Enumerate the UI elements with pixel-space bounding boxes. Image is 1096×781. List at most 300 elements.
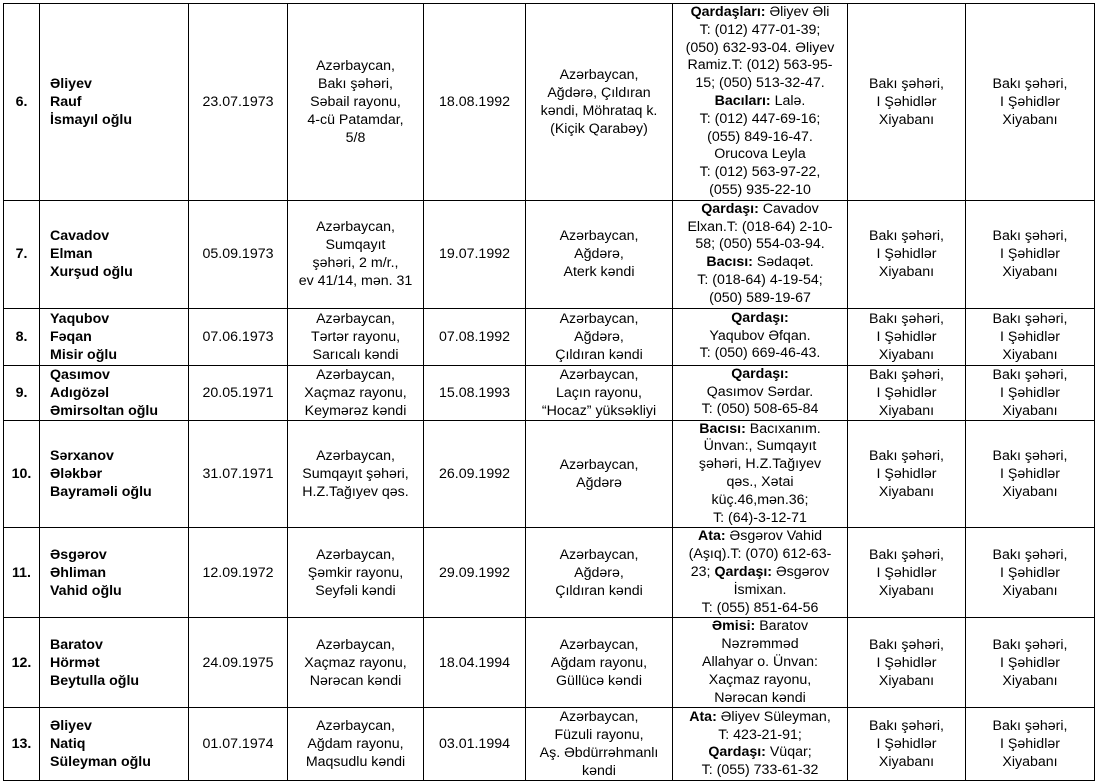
- relative-text: T: (018-64) 4-19-54;: [697, 271, 823, 288]
- table-row: [4, 420, 1095, 528]
- burial-line: Bakı şəhəri,: [992, 366, 1068, 383]
- address-line: Keymərəz kəndi: [304, 402, 407, 419]
- row-number: 7.: [4, 200, 40, 308]
- relative-text: Ramiz.T: (012) 563-95-: [687, 57, 833, 74]
- address-line: Azərbaycan,: [316, 636, 395, 653]
- address-line: Sumqayıt: [325, 237, 386, 254]
- surname: Yaqubov: [50, 310, 110, 327]
- burial-line: Xiyabanı: [1002, 402, 1058, 419]
- relative-text: Bacıxanım.: [745, 420, 821, 437]
- relative-role: Əmisi:: [711, 618, 756, 635]
- relative-line: [676, 345, 844, 363]
- death-place-line: Ağdərə: [576, 474, 622, 491]
- surname: Baratov: [50, 636, 103, 653]
- relative-line: [676, 182, 844, 200]
- burial-line: Xiyabanı: [878, 346, 935, 363]
- address: [288, 200, 424, 308]
- address-line: Azərbaycan,: [316, 546, 395, 563]
- table-body: [4, 4, 1095, 781]
- relative-text: Xaçmaz rayonu,: [708, 671, 812, 688]
- relative-line: [676, 236, 844, 254]
- burial-line: I Şəhidlər: [876, 246, 937, 263]
- person-name: [40, 308, 189, 365]
- first-name: Elman: [50, 246, 93, 263]
- address-line: Xaçmaz rayonu,: [304, 384, 407, 401]
- relatives: [673, 618, 848, 708]
- relative-text: (050) 589-19-67: [709, 289, 811, 306]
- relatives: [673, 308, 848, 365]
- table-row: [4, 308, 1095, 365]
- birth-date: 31.07.1971: [189, 420, 288, 528]
- burial-line: Xiyabanı: [878, 264, 935, 281]
- relative-line: [676, 366, 844, 384]
- death-place-line: Ağdərə, Çıldıran: [547, 84, 651, 101]
- death-date: 18.04.1994: [424, 618, 526, 708]
- address-line: 4-cü Patamdar,: [307, 111, 404, 128]
- person-name: [40, 528, 189, 618]
- death-place-line: Azərbaycan,: [559, 366, 639, 383]
- relative-text: Əsgərov: [772, 563, 830, 580]
- death-place-line: Azərbaycan,: [559, 310, 639, 327]
- burial-line: I Şəhidlər: [876, 465, 937, 482]
- relative-text: Allahyar o. Ünvan:: [702, 653, 818, 670]
- patronymic: Əmirsoltan oğlu: [50, 402, 159, 419]
- burial-line: Xiyabanı: [1002, 111, 1058, 128]
- address-line: Bakı şəhəri,: [318, 75, 393, 92]
- relative-line: [676, 421, 844, 439]
- death-place: [526, 420, 673, 528]
- relative-role: Bacısı:: [706, 254, 753, 271]
- address-line: Seyfəli kəndi: [315, 582, 396, 599]
- first-name: Fəqan: [50, 328, 92, 345]
- relative-line: [676, 528, 844, 546]
- person-name: [40, 4, 189, 201]
- relative-text: 23;: [690, 563, 715, 580]
- patronymic: Beytulla oğlu: [50, 672, 140, 689]
- address-line: Azərbaycan,: [316, 366, 395, 383]
- relative-role: Qardaşı:: [731, 309, 789, 326]
- relative-text: T: (055) 733-61-32: [701, 762, 819, 779]
- address-line: Azərbaycan,: [316, 447, 395, 464]
- first-name: Əhliman: [50, 564, 107, 581]
- row-number: 12.: [4, 618, 40, 708]
- table-row: [4, 708, 1095, 781]
- death-place-line: Güllücə kəndi: [556, 672, 642, 689]
- relative-text: T: (050) 669-46-43.: [699, 345, 821, 362]
- relative-text: Nəzrəmməd: [721, 636, 799, 653]
- death-place-line: Ağdam rayonu,: [550, 654, 648, 671]
- address: [288, 528, 424, 618]
- surname: Sərxanov: [50, 447, 114, 464]
- burial-line: Xiyabanı: [1002, 672, 1058, 689]
- relative-line: [676, 727, 844, 745]
- burial-line: Bakı şəhəri,: [992, 228, 1068, 245]
- address: [288, 365, 424, 420]
- relative-text: Əliyev Süleyman,: [716, 708, 831, 725]
- burial-place-2: [966, 618, 1095, 708]
- person-name: [40, 420, 189, 528]
- burial-place: [848, 708, 966, 781]
- burial-place-2: [966, 4, 1095, 201]
- relative-line: [676, 636, 844, 654]
- relative-line: [676, 600, 844, 618]
- relative-text: Əliyev Əli: [765, 4, 830, 20]
- surname: Əsgərov: [50, 546, 107, 563]
- relative-line: [676, 22, 844, 40]
- relative-text: 58; (050) 554-03-94.: [695, 236, 825, 253]
- row-number: 11.: [4, 528, 40, 618]
- relative-line: [676, 582, 844, 600]
- relative-text: (055) 849-16-47.: [707, 128, 813, 145]
- birth-date: 23.07.1973: [189, 4, 288, 201]
- burial-line: I Şəhidlər: [1000, 93, 1060, 110]
- relative-role: Qardaşları:: [690, 4, 766, 20]
- death-date: 07.08.1992: [424, 308, 526, 365]
- patronymic: Misir oğlu: [50, 346, 117, 363]
- burial-place-2: [966, 200, 1095, 308]
- death-place-line: Azərbaycan,: [559, 66, 639, 83]
- burial-place: [848, 618, 966, 708]
- relative-line: [676, 75, 844, 93]
- address-line: Tərtər rayonu,: [310, 328, 401, 345]
- burial-line: Bakı şəhəri,: [992, 75, 1068, 92]
- table-row: [4, 365, 1095, 420]
- person-name: [40, 365, 189, 420]
- birth-date: 12.09.1972: [189, 528, 288, 618]
- address-line: H.Z.Tağıyev qəs.: [302, 483, 409, 500]
- relative-text: T: (012) 447-69-16;: [699, 110, 821, 127]
- relative-text: Elxan.T: (018-64) 2-10-: [687, 218, 833, 235]
- burial-place: [848, 420, 966, 528]
- death-place-line: kəndi: [582, 763, 616, 780]
- relative-text: Ünvan:, Sumqayıt: [703, 438, 817, 455]
- relative-line: [676, 272, 844, 290]
- death-place-line: Ağdərə,: [574, 328, 624, 345]
- burial-line: Bakı şəhəri,: [992, 546, 1068, 563]
- relative-text: (055) 935-22-10: [709, 181, 811, 198]
- burial-line: Bakı şəhəri,: [869, 310, 944, 327]
- relative-line: [676, 201, 844, 219]
- address-line: Nərəcan kəndi: [309, 672, 402, 689]
- birth-date: 24.09.1975: [189, 618, 288, 708]
- burial-place: [848, 200, 966, 308]
- address-line: Azərbaycan,: [316, 310, 395, 327]
- relative-line: [676, 709, 844, 727]
- relative-line: [676, 57, 844, 75]
- first-name: Rauf: [50, 93, 82, 110]
- relative-line: [676, 4, 844, 22]
- relative-line: [676, 111, 844, 129]
- address: [288, 420, 424, 528]
- burial-line: I Şəhidlər: [1000, 564, 1060, 581]
- burial-line: Xiyabanı: [1002, 582, 1058, 599]
- address-line: Maqsudlu kəndi: [305, 754, 406, 771]
- burial-place-2: [966, 365, 1095, 420]
- birth-date: 20.05.1971: [189, 365, 288, 420]
- relative-line: [676, 219, 844, 237]
- relative-text: T: (012) 477-01-39;: [699, 21, 821, 38]
- death-date: 03.01.1994: [424, 708, 526, 781]
- relative-line: [676, 164, 844, 182]
- surname: Qasımov: [50, 366, 110, 383]
- table-row: [4, 528, 1095, 618]
- death-place: [526, 708, 673, 781]
- death-place-line: Azərbaycan,: [559, 709, 639, 726]
- relative-role: Qardaşı:: [714, 563, 773, 580]
- relative-role: Bacıları:: [714, 92, 771, 109]
- relative-line: [676, 492, 844, 510]
- address-line: Səbail rayonu,: [310, 93, 401, 110]
- relative-line: [676, 129, 844, 147]
- address: [288, 308, 424, 365]
- address-line: şəhəri, 2 m/r.,: [312, 255, 399, 272]
- address-line: Azərbaycan,: [316, 219, 395, 236]
- birth-date: 05.09.1973: [189, 200, 288, 308]
- relatives: [673, 4, 848, 201]
- person-name: [40, 708, 189, 781]
- burial-line: Bakı şəhəri,: [992, 636, 1068, 653]
- row-number: 13.: [4, 708, 40, 781]
- address-line: ev 41/14, mən. 31: [298, 273, 413, 290]
- death-date: 15.08.1993: [424, 365, 526, 420]
- death-place-line: Azərbaycan,: [559, 546, 639, 563]
- relative-text: Baratov: [755, 618, 809, 635]
- relative-line: [676, 93, 844, 111]
- burial-place: [848, 308, 966, 365]
- address-line: Şəmkir rayonu,: [307, 564, 404, 581]
- relative-line: [676, 438, 844, 456]
- burial-line: Xiyabanı: [1002, 754, 1058, 771]
- burial-line: Bakı şəhəri,: [869, 718, 944, 735]
- relative-text: Vüqar;: [765, 744, 812, 761]
- relative-text: (Aşıq).T: (070) 612-63-: [688, 546, 832, 563]
- relative-line: [676, 510, 844, 528]
- death-place-line: “Hocaz” yüksəkliyi: [541, 402, 657, 419]
- death-place-line: Aş. Əbdürrəhmanlı: [539, 745, 659, 762]
- relative-text: T: 423-21-91;: [718, 726, 802, 743]
- burial-line: Xiyabanı: [1002, 346, 1058, 363]
- relative-text: Orucova Leyla: [714, 146, 806, 163]
- death-date: 29.09.1992: [424, 528, 526, 618]
- death-place: [526, 528, 673, 618]
- row-number: 10.: [4, 420, 40, 528]
- burial-place-2: [966, 528, 1095, 618]
- burial-line: Bakı şəhəri,: [992, 310, 1068, 327]
- burial-line: Bakı şəhəri,: [992, 447, 1068, 464]
- death-place-line: (Kiçik Qarabəy): [550, 120, 648, 137]
- burial-place-2: [966, 308, 1095, 365]
- burial-line: Bakı şəhəri,: [992, 718, 1068, 735]
- address: [288, 4, 424, 201]
- burial-line: I Şəhidlər: [876, 384, 937, 401]
- first-name: Hörmət: [50, 654, 100, 671]
- relative-role: Ata:: [698, 528, 726, 545]
- death-place-line: Füzuli rayonu,: [554, 727, 644, 744]
- relative-line: [676, 474, 844, 492]
- row-number: 6.: [4, 4, 40, 201]
- table-row: [4, 4, 1095, 201]
- burial-line: Xiyabanı: [878, 402, 935, 419]
- relative-text: Nərəcan kəndi: [714, 689, 806, 706]
- first-name: Adıgözəl: [50, 384, 110, 401]
- address: [288, 708, 424, 781]
- burial-line: I Şəhidlər: [1000, 328, 1060, 345]
- burial-line: Xiyabanı: [878, 754, 935, 771]
- address-line: Sumqayıt şəhəri,: [302, 465, 409, 482]
- relative-line: [676, 690, 844, 708]
- address-line: 5/8: [345, 129, 366, 146]
- burial-line: I Şəhidlər: [876, 328, 937, 345]
- burial-line: I Şəhidlər: [876, 93, 937, 110]
- burial-line: I Şəhidlər: [876, 564, 937, 581]
- patronymic: Vahid oğlu: [50, 582, 122, 599]
- relative-text: T: (64)-3-12-71: [713, 509, 807, 526]
- burial-line: Xiyabanı: [1002, 483, 1058, 500]
- death-place: [526, 365, 673, 420]
- table-row: [4, 200, 1095, 308]
- patronymic: Xurşud oğlu: [50, 264, 133, 281]
- burial-line: Xiyabanı: [878, 111, 935, 128]
- relative-line: [676, 672, 844, 690]
- death-place-line: kəndi, Möhrataq k.: [540, 102, 658, 119]
- person-name: [40, 200, 189, 308]
- relative-text: 15; (050) 513-32-47.: [695, 75, 825, 92]
- patronymic: Süleyman oğlu: [50, 754, 151, 771]
- relative-text: küç.46,mən.36;: [711, 491, 809, 508]
- surname: Əliyev: [50, 718, 92, 735]
- row-number: 8.: [4, 308, 40, 365]
- table-row: [4, 618, 1095, 708]
- relatives: [673, 365, 848, 420]
- burial-line: Bakı şəhəri,: [869, 228, 944, 245]
- address: [288, 618, 424, 708]
- relative-role: Ata:: [689, 708, 717, 725]
- burial-line: Bakı şəhəri,: [869, 546, 944, 563]
- relative-text: T: (055) 851-64-56: [701, 599, 819, 616]
- burial-line: Xiyabanı: [878, 672, 935, 689]
- martyrs-table: [3, 3, 1095, 781]
- death-place: [526, 618, 673, 708]
- burial-place: [848, 528, 966, 618]
- burial-line: I Şəhidlər: [1000, 654, 1060, 671]
- death-place-line: Azərbaycan,: [559, 228, 639, 245]
- burial-line: Xiyabanı: [878, 582, 935, 599]
- relative-text: Cavadov: [758, 200, 819, 217]
- burial-place: [848, 4, 966, 201]
- address-line: Ağdam rayonu,: [307, 736, 404, 753]
- relative-text: Əsgərov Vahid: [725, 528, 822, 545]
- relative-line: [676, 146, 844, 164]
- burial-place: [848, 365, 966, 420]
- relative-line: [676, 40, 844, 58]
- relative-text: şəhəri, H.Z.Tağıyev: [698, 456, 822, 473]
- burial-line: I Şəhidlər: [876, 654, 937, 671]
- address-line: Sarıcalı kəndi: [312, 346, 399, 363]
- death-place-line: Laçın rayonu,: [556, 384, 642, 401]
- relative-line: [676, 290, 844, 308]
- death-place-line: Azərbaycan,: [559, 636, 639, 653]
- burial-line: Xiyabanı: [878, 483, 935, 500]
- burial-line: I Şəhidlər: [1000, 246, 1060, 263]
- burial-place-2: [966, 708, 1095, 781]
- burial-place-2: [966, 420, 1095, 528]
- address-line: Xaçmaz rayonu,: [304, 654, 407, 671]
- relative-line: [676, 328, 844, 346]
- row-number: 9.: [4, 365, 40, 420]
- address-line: Azərbaycan,: [316, 57, 395, 74]
- death-place-line: Azərbaycan,: [559, 456, 639, 473]
- death-place-line: Çıldıran kəndi: [555, 582, 643, 599]
- relative-text: Sədaqət.: [752, 254, 814, 271]
- relatives: [673, 708, 848, 781]
- relative-text: Yaqubov Əfqan.: [709, 327, 811, 344]
- death-date: 26.09.1992: [424, 420, 526, 528]
- burial-line: I Şəhidlər: [1000, 465, 1060, 482]
- person-name: [40, 618, 189, 708]
- relative-role: Qardaşı:: [708, 744, 766, 761]
- relatives: [673, 200, 848, 308]
- relative-line: [676, 564, 844, 582]
- burial-line: I Şəhidlər: [1000, 384, 1060, 401]
- burial-line: Bakı şəhəri,: [869, 366, 944, 383]
- relative-text: İsmixan.: [733, 581, 787, 598]
- burial-line: Bakı şəhəri,: [869, 636, 944, 653]
- relatives: [673, 528, 848, 618]
- relative-role: Qardaşı:: [731, 365, 789, 382]
- relative-line: [676, 744, 844, 762]
- relative-text: (050) 632-93-04. Əliyev: [685, 39, 835, 56]
- relatives: [673, 420, 848, 528]
- death-place-line: Aterk kəndi: [563, 264, 635, 281]
- death-place: [526, 200, 673, 308]
- death-date: 19.07.1992: [424, 200, 526, 308]
- burial-line: I Şəhidlər: [876, 736, 937, 753]
- relative-text: T: (050) 508-65-84: [701, 401, 819, 418]
- death-place-line: Çıldıran kəndi: [555, 346, 643, 363]
- patronymic: Bayraməli oğlu: [50, 483, 152, 500]
- relative-text: qəs., Xətai: [726, 473, 794, 490]
- first-name: Natiq: [50, 736, 86, 753]
- relative-role: Qardaşı:: [701, 200, 759, 217]
- address-line: Azərbaycan,: [316, 718, 395, 735]
- birth-date: 01.07.1974: [189, 708, 288, 781]
- relative-text: Qasımov Sərdar.: [706, 383, 814, 400]
- death-place: [526, 4, 673, 201]
- relative-line: [676, 384, 844, 402]
- relative-line: [676, 456, 844, 474]
- death-place-line: Ağdərə,: [574, 564, 624, 581]
- birth-date: 07.06.1973: [189, 308, 288, 365]
- relative-text: T: (012) 563-97-22,: [699, 164, 821, 181]
- relative-text: Lalə.: [770, 92, 806, 109]
- death-place: [526, 308, 673, 365]
- surname: Əliyev: [50, 75, 92, 92]
- surname: Cavadov: [50, 228, 110, 245]
- relative-line: [676, 618, 844, 636]
- burial-line: Bakı şəhəri,: [869, 75, 944, 92]
- burial-line: I Şəhidlər: [1000, 736, 1060, 753]
- relative-role: Bacısı:: [699, 420, 746, 437]
- burial-line: Xiyabanı: [1002, 264, 1058, 281]
- first-name: Ələkbər: [50, 465, 103, 482]
- relative-line: [676, 310, 844, 328]
- relative-line: [676, 654, 844, 672]
- relative-line: [676, 401, 844, 419]
- relative-line: [676, 254, 844, 272]
- patronymic: İsmayıl oğlu: [50, 111, 132, 128]
- death-place-line: Ağdərə,: [574, 246, 624, 263]
- relative-line: [676, 546, 844, 564]
